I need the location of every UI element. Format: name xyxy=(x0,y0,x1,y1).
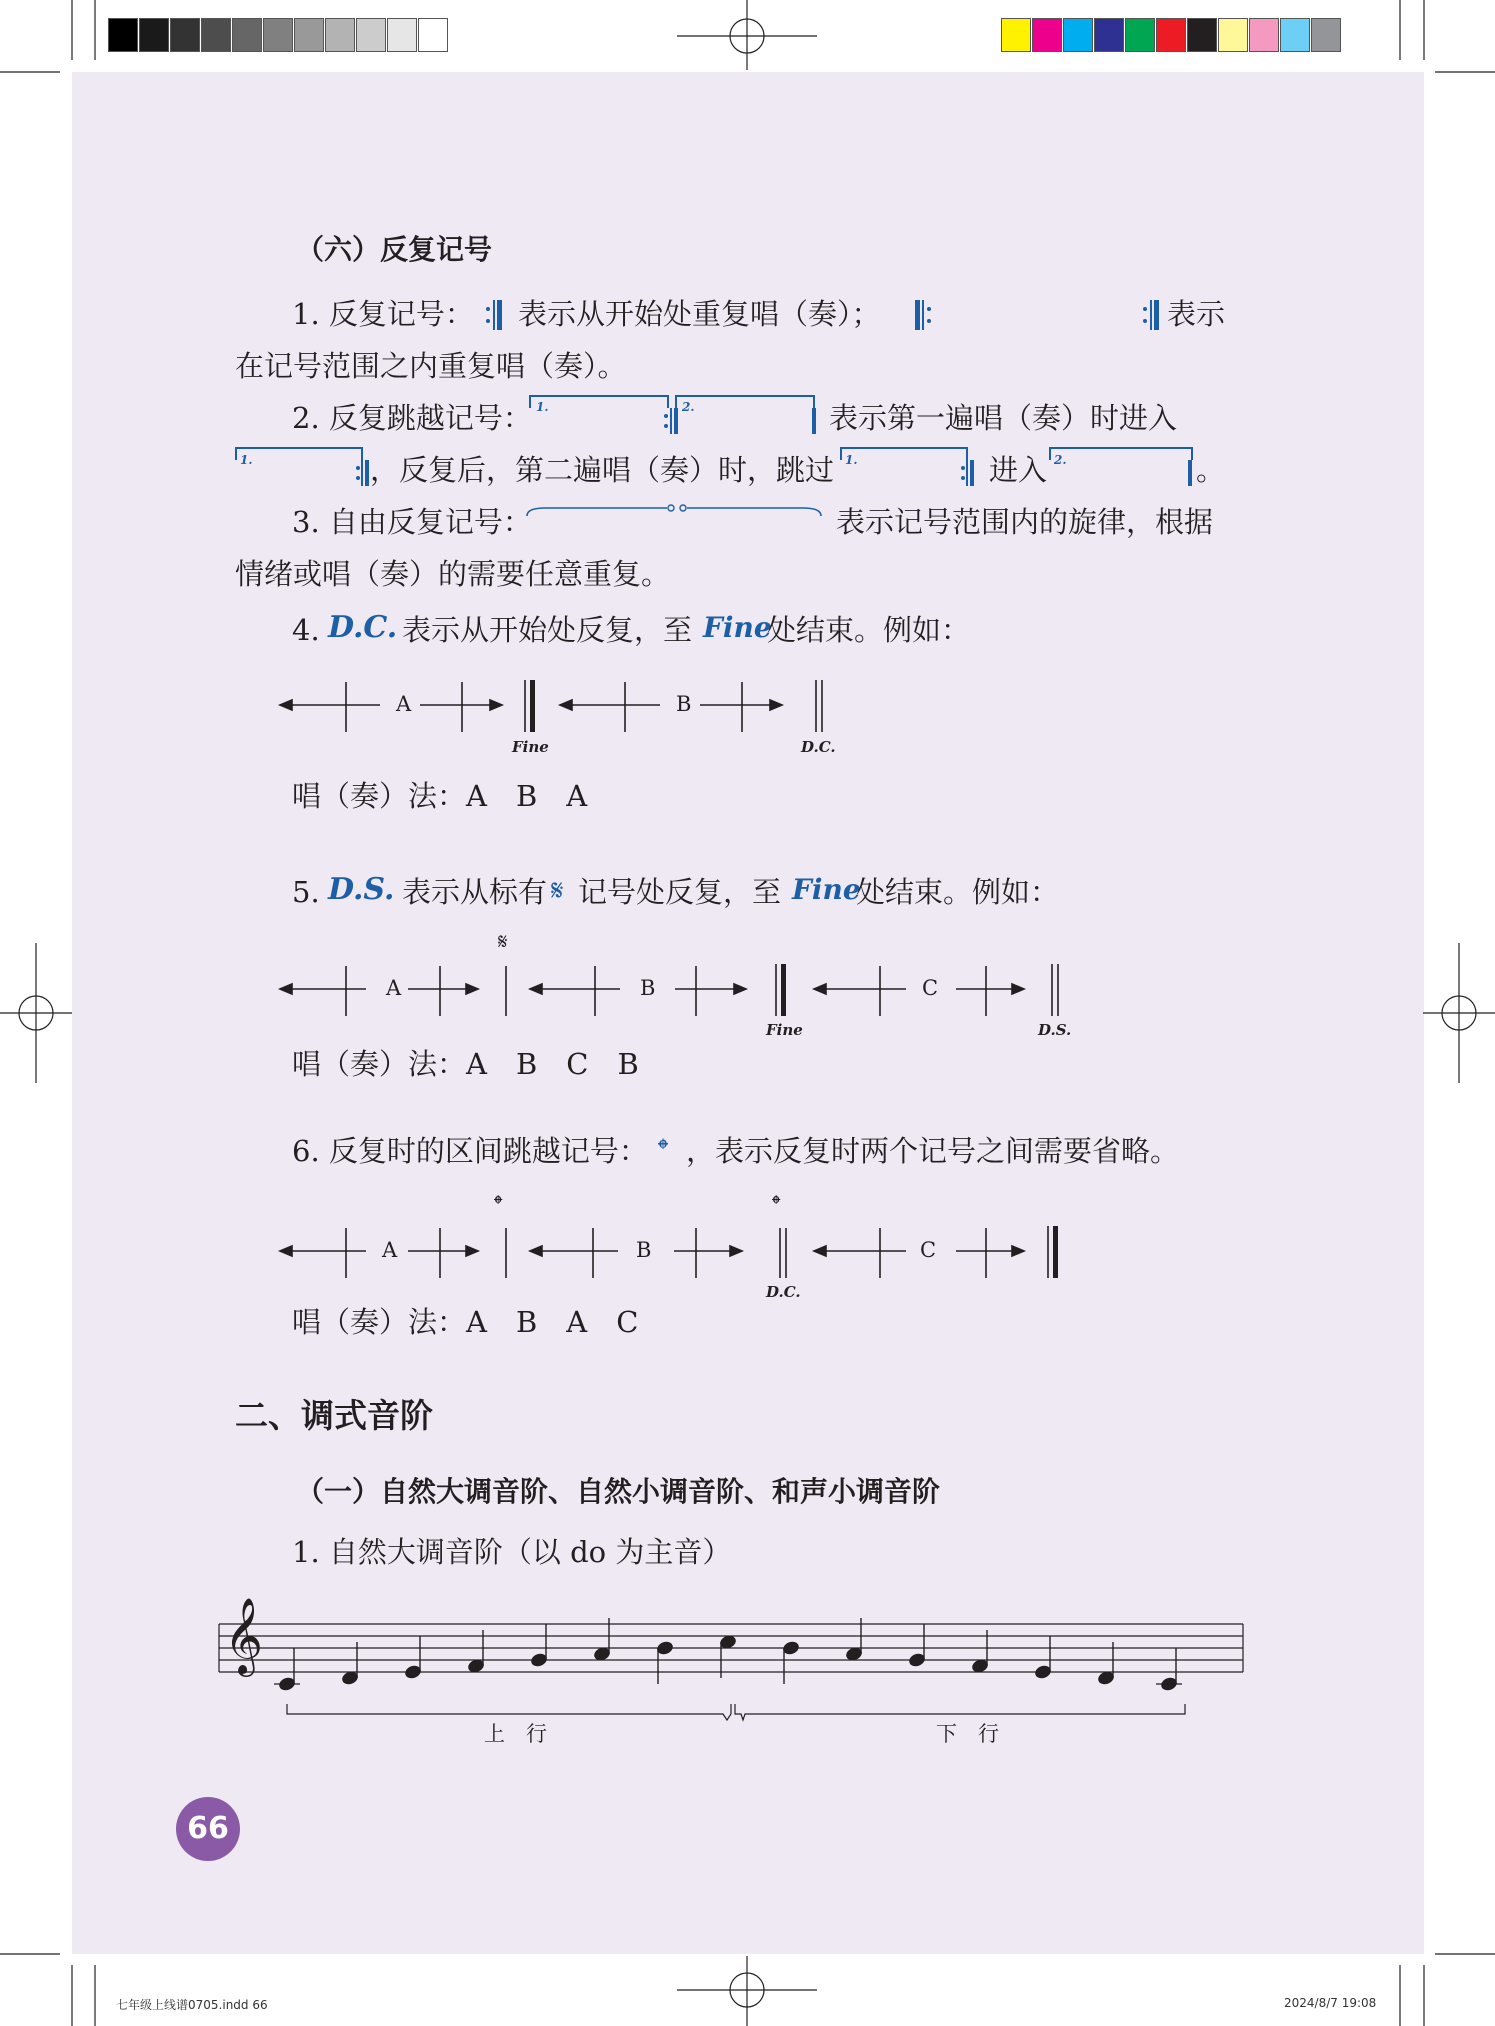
dc-example-diagram xyxy=(280,670,860,760)
item6-label: 6. 反复时的区间跳越记号： xyxy=(292,1134,648,1168)
fine-marker: Fine xyxy=(766,1021,803,1039)
coda-example-diagram xyxy=(280,1216,1080,1306)
item3-text-a: 表示记号范围内的旋律，根据 xyxy=(836,505,1214,539)
ds-marker: D.S. xyxy=(1038,1021,1072,1039)
footer-timestamp: 2024/8/7 19:08 xyxy=(1284,1996,1377,2010)
descending-label: 下 行 xyxy=(936,1722,999,1746)
dc-marker: D.C. xyxy=(801,738,836,756)
sing-order-1: 唱（奏）法：A B A xyxy=(292,779,588,813)
item1-text-a: 表示从开始处重复唱（奏）； xyxy=(518,297,881,331)
item1-text-c: 在记号范围之内重复唱（奏）。 xyxy=(235,349,627,383)
item4-text-b: 处结束。例如： xyxy=(767,613,971,647)
end-repeat-sign-icon xyxy=(484,298,504,332)
item2-text-a: 表示第一遍唱（奏）时进入 xyxy=(829,401,1178,435)
dc-marker: D.C. xyxy=(766,1283,801,1301)
item5-text-b: 记号处反复，至 xyxy=(578,875,782,909)
coda-icon: 𝄌 xyxy=(658,1132,669,1166)
dc-term: D.C. xyxy=(328,610,398,645)
section-label: A xyxy=(396,692,412,716)
coda-icon: 𝄌 xyxy=(772,1190,781,1218)
item2-text-c: 进入 xyxy=(989,453,1048,487)
volta-first-ending-icon xyxy=(839,446,974,486)
item1-label: 1. 反复记号： xyxy=(292,297,474,331)
section-label: C xyxy=(920,1238,937,1262)
end-repeat-sign-icon xyxy=(1141,298,1161,332)
section-label: B xyxy=(676,692,692,716)
item3-text-b: 情绪或唱（奏）的需要任意重复。 xyxy=(235,557,671,591)
section-label: C xyxy=(922,976,939,1000)
item2-text-b: ，反复后，第二遍唱（奏）时，跳过 xyxy=(370,453,835,487)
section-label: A xyxy=(382,1238,398,1262)
section-label: B xyxy=(636,1238,652,1262)
ascending-label: 上 行 xyxy=(484,1722,547,1746)
sing-order-3: 唱（奏）法：A B A C xyxy=(292,1305,639,1339)
free-repeat-sign-icon xyxy=(525,502,825,522)
volta-second-ending-icon xyxy=(1048,446,1198,486)
volta-1-label: 1. xyxy=(536,400,549,414)
item2-label: 2. 反复跳越记号： xyxy=(292,401,532,435)
item4-text-a: 表示从开始处反复，至 xyxy=(402,613,693,647)
scale-title: 1. 自然大调音阶（以 do 为主音） xyxy=(292,1535,732,1569)
item4-number: 4. xyxy=(292,613,320,647)
footer-filename: 七年级上线谱0705.indd 66 xyxy=(116,1998,268,2012)
ds-example-diagram xyxy=(280,954,1100,1044)
section-label: B xyxy=(640,976,656,1000)
volta-first-ending-icon xyxy=(234,446,369,486)
ds-term: D.S. xyxy=(328,872,395,907)
volta-1-label: 1. xyxy=(845,453,858,467)
fine-term: Fine xyxy=(792,873,861,906)
item3-label: 3. 自由反复记号： xyxy=(292,505,532,539)
coda-icon: 𝄌 xyxy=(494,1190,503,1218)
item5-text-a: 表示从标有 xyxy=(402,875,548,909)
major-scale-staff xyxy=(215,1580,1245,1740)
section-heading-repeat-signs: （六）反复记号 xyxy=(296,233,493,266)
section-heading-modes-scales: 二、调式音阶 xyxy=(235,1396,433,1435)
start-repeat-sign-icon xyxy=(914,298,934,332)
volta-1-label: 1. xyxy=(240,453,253,467)
segno-icon: 𝄋 xyxy=(498,930,508,955)
subsection-heading: （一）自然大调音阶、自然小调音阶、和声小调音阶 xyxy=(296,1475,941,1508)
volta-2-label: 2. xyxy=(1054,453,1067,467)
page-number-badge: 66 xyxy=(176,1797,240,1861)
segno-icon: 𝄋 xyxy=(551,873,564,907)
fine-term: Fine xyxy=(703,611,772,644)
item1-text-b: 表示 xyxy=(1167,297,1226,331)
sing-order-2: 唱（奏）法：A B C B xyxy=(292,1047,639,1081)
item6-text: ，表示反复时两个记号之间需要省略。 xyxy=(686,1134,1180,1168)
item2-text-d: 。 xyxy=(1196,453,1226,487)
section-label: A xyxy=(386,976,402,1000)
item5-number: 5. xyxy=(292,875,320,909)
treble-clef-icon: 𝄞 xyxy=(224,1597,264,1674)
volta-2-label: 2. xyxy=(682,400,695,414)
fine-marker: Fine xyxy=(512,738,549,756)
item5-text-c: 处结束。例如： xyxy=(856,875,1060,909)
